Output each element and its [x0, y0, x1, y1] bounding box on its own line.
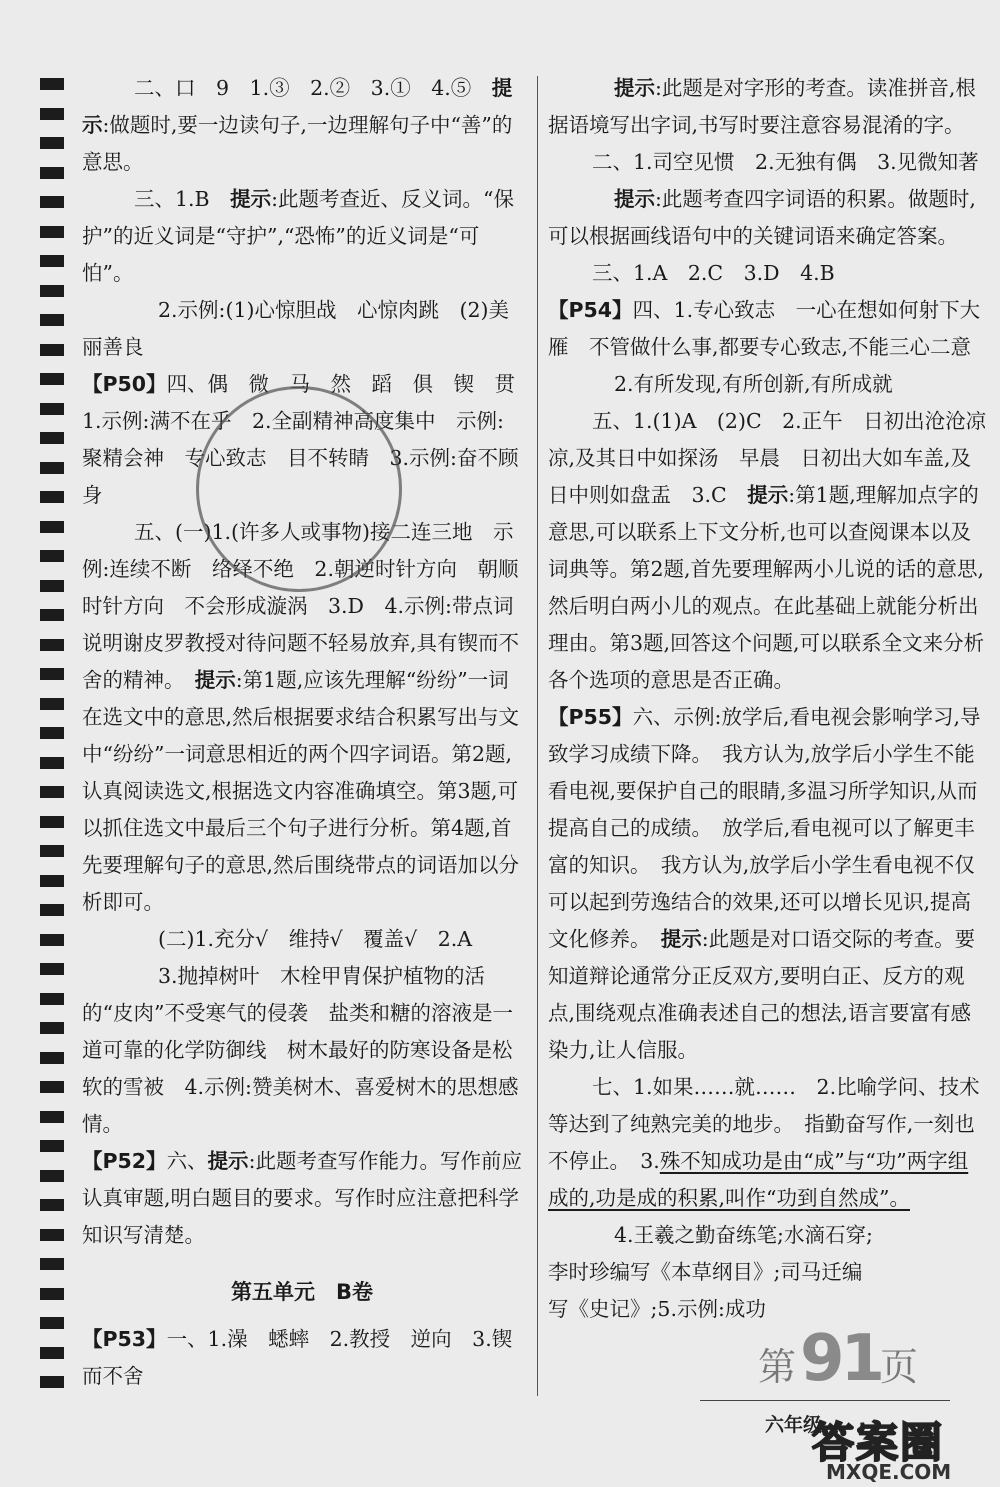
- answer-block: 4.王羲之勤奋练笔;水滴石穿;李时珍编写《本草纲目》;司马迁编写《史记》;5.示例:成功: [548, 1223, 873, 1321]
- answer-block: (二)1.充分√ 维持√ 覆盖√ 2.A: [158, 927, 473, 951]
- margin-mark: [40, 963, 64, 975]
- answer-block: 三、1.B 提示:此题考查近、反义词。“保护”的近义词是“守护”,“恐怖”的近义词是“可怕”。: [82, 187, 515, 285]
- margin-mark: [40, 934, 64, 946]
- watermark-stamp: [196, 386, 402, 592]
- margin-mark: [40, 491, 64, 503]
- site-logo: 答案圈 MXQE.COM: [812, 1418, 952, 1484]
- page-number: 第 91 页: [758, 1322, 919, 1396]
- answer-block: 2.示例:(1)心惊胆战 心惊肉跳 (2)美丽善良: [82, 298, 510, 359]
- margin-mark: [40, 1170, 64, 1182]
- answer-block: 3.抛掉树叶 木栓甲胄保护植物的活的“皮肉”不受寒气的侵袭 盐类和糖的溶液是一道可靠的化学防御线 树木最好的防寒设备是松软的雪被 4.示例:赞美树木、喜爱树木的思想感情。: [82, 964, 519, 1136]
- answer-block: 提示:此题考查四字词语的积累。做题时,可以根据画线语句中的关键词语来确定答案。: [548, 187, 976, 248]
- margin-mark: [40, 344, 64, 356]
- answer-block: 【P55】六、示例:放学后,看电视会影响学习,导致学习成绩下降。 我方认为,放学后小学生不能看电视,要保护自己的眼睛,多温习所学知识,从而提高自己的成绩。 放学后,看电视可以了解更丰富的知识。 我方认为,放学后小学生看电视不仅可以起到劳逸结合的效果,还可以增长见识,提高文化修养。 提示:此题是对口语交际的考查。要知道辩论通常分正反双方,要明白正、反方的观点,围绕观点准确表述自己的想法,语言要富有感染力,让人信服。: [548, 705, 981, 1062]
- margin-mark: [40, 993, 64, 1005]
- margin-mark: [40, 196, 64, 208]
- answer-block: 提示:此题是对字形的考查。读准拼音,根据语境写出字词,书写时要注意容易混淆的字。: [548, 76, 976, 137]
- margin-mark: [40, 550, 64, 562]
- margin-mark: [40, 1317, 64, 1329]
- margin-mark: [40, 786, 64, 798]
- answer-block: 七、1.如果……就…… 2.比喻学问、技术等达到了纯熟完美的地步。 指勤奋写作,一刻也不停止。 3.殊不知成功是由“成”与“功”两字组成的,功是成的积累,叫作“功到自然成”。: [548, 1075, 980, 1210]
- margin-mark: [40, 845, 64, 857]
- margin-mark: [40, 108, 64, 120]
- answer-block: 【P54】四、1.专心致志 一心在想如何射下大雁 不管做什么事,都要专心致志,不能三心二意: [548, 298, 981, 359]
- margin-mark: [40, 1111, 64, 1123]
- answer-block: 二、口 9 1.③ 2.② 3.① 4.⑤ 提示:做题时,要一边读句子,一边理解句子中“善”的意思。: [82, 76, 513, 174]
- margin-mark: [40, 1052, 64, 1064]
- left-column: [82, 70, 536, 1395]
- answer-block: 【P52】六、提示:此题考查写作能力。写作前应认真审题,明白题目的要求。写作时应注意把科学知识写清楚。: [82, 1149, 522, 1247]
- margin-mark: [40, 1022, 64, 1034]
- answer-block: 【P53】一、1.澡 蟋蟀 2.教授 逆向 3.锲而不舍: [82, 1327, 513, 1388]
- margin-mark: [40, 137, 64, 149]
- margin-mark: [40, 226, 64, 238]
- margin-mark: [40, 1199, 64, 1211]
- margin-mark: [40, 403, 64, 415]
- right-column: [548, 70, 988, 1328]
- margin-mark: [40, 580, 64, 592]
- margin-mark: [40, 521, 64, 533]
- grade-label: 六年级: [765, 1414, 823, 1436]
- margin-mark: [40, 255, 64, 267]
- answer-block: 2.有所发现,有所创新,有所成就: [614, 372, 893, 396]
- unit-title: 第五单元 B卷: [230, 1280, 373, 1304]
- margin-mark: [40, 1229, 64, 1241]
- margin-mark: [40, 727, 64, 739]
- margin-mark: [40, 639, 64, 651]
- answer-block: 【P50】四、偶 微 马 然 蹈 俱 锲 贯 1.示例:满不在乎 2.全副精神高度集中 示例:聚精会神 专心致志 目不转睛 3.示例:奋不顾身: [82, 372, 536, 507]
- margin-mark: [40, 1081, 64, 1093]
- margin-mark: [40, 1258, 64, 1270]
- margin-mark: [40, 373, 64, 385]
- answer-block: 五、1.(1)A (2)C 2.正午 日初出沧沧凉凉,及其日中如探汤 早晨 日初出大如车盖,及日中则如盘盂 3.C 提示:第1题,理解加点字的意思,可以联系上下文分析,也可以查阅课本以及词典等。第2题,首先要理解两小儿说的话的意思,然后明白两小儿的观点。在此基础上就能分析出理由。第3题,回答这个问题,可以联系全文来分析各个选项的意思是否正确。: [548, 409, 987, 692]
- margin-mark: [40, 1376, 64, 1388]
- margin-mark: [40, 904, 64, 916]
- margin-mark: [40, 875, 64, 887]
- margin-mark: [40, 609, 64, 621]
- answer-block: 二、1.司空见惯 2.无独有偶 3.见微知著: [592, 150, 979, 174]
- margin-mark: [40, 314, 64, 326]
- margin-marks: [40, 78, 64, 1406]
- margin-mark: [40, 78, 64, 90]
- footer-rule: [700, 1400, 950, 1401]
- answer-block: 五、(一)1.(许多人或事物)接二连三地 示例:连续不断 络绎不绝 2.朝逆时针方向 朝顺时针方向 不会形成漩涡 3.D 4.示例:带点词说明谢皮罗教授对待问题不轻易放弃,具有锲而不舍的精神。 提示:第1题,应该先理解“纷纷”一词在选文中的意思,然后根据要求结合积累写出与文中“纷纷”一词意思相近的两个四字词语。第2题,认真阅读选文,根据选文内容准确填空。第3题,可以抓住选文中最后三个句子进行分析。第4题,首先要理解句子的意思,然后围绕带点的词语加以分析即可。: [82, 520, 520, 914]
- margin-mark: [40, 1347, 64, 1359]
- margin-mark: [40, 1140, 64, 1152]
- margin-mark: [40, 462, 64, 474]
- margin-mark: [40, 167, 64, 179]
- answer-block: 三、1.A 2.C 3.D 4.B: [592, 261, 835, 285]
- margin-mark: [40, 1288, 64, 1300]
- margin-mark: [40, 285, 64, 297]
- margin-mark: [40, 757, 64, 769]
- margin-mark: [40, 816, 64, 828]
- column-divider: [537, 76, 538, 1396]
- margin-mark: [40, 698, 64, 710]
- margin-mark: [40, 668, 64, 680]
- margin-mark: [40, 432, 64, 444]
